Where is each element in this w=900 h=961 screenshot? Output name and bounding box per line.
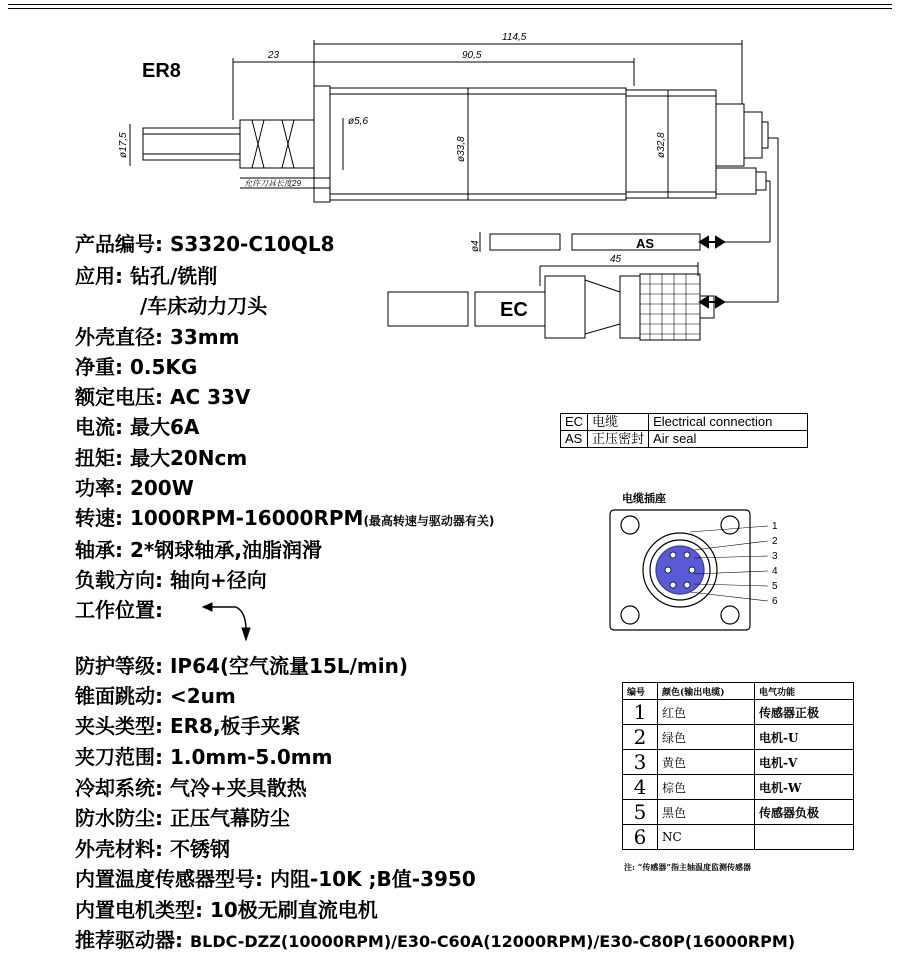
spec-label: 扭矩:	[75, 446, 123, 470]
spec-row	[75, 686, 236, 706]
pin-no: 2	[623, 725, 658, 750]
legend-en: Air seal	[649, 431, 808, 448]
pin-row	[623, 825, 854, 850]
spec-label: 外壳材料:	[75, 837, 163, 861]
pin-color: NC	[658, 825, 755, 850]
legend-cn: 电缆	[588, 414, 649, 431]
spec-value: BLDC-DZZ(10000RPM)/E30-C60A(12000RPM)/E30-C80P(16000RPM)	[189, 932, 796, 951]
pin-row	[623, 775, 854, 800]
pin-color: 红色	[658, 700, 755, 725]
spec-label: 工作位置:	[75, 598, 163, 622]
pin-number-label: 2	[772, 536, 778, 547]
dim-rear-dia: ø32,8	[656, 132, 667, 158]
spec-row	[75, 387, 250, 407]
pin-table	[622, 682, 854, 850]
pin-no: 4	[623, 775, 658, 800]
spec-value: 正压气幕防尘	[169, 806, 290, 830]
spec-label: 夹头类型:	[75, 714, 163, 738]
dim-body: 90,5	[462, 50, 482, 61]
spec-value: 最大20Ncm	[129, 446, 248, 470]
spec-label: 内置温度传感器型号:	[75, 867, 263, 891]
spec-value: 1.0mm-5.0mm	[169, 745, 333, 769]
pin-no: 3	[623, 750, 658, 775]
legend-cn: 正压密封	[588, 431, 649, 448]
pin-no: 1	[623, 700, 658, 725]
pin-func: 传感器正极	[755, 700, 854, 725]
spec-label: 推荐驱动器:	[75, 928, 183, 952]
spec-row	[75, 600, 163, 620]
spec-value: 不锈钢	[169, 837, 230, 861]
pin-color: 棕色	[658, 775, 755, 800]
rear-housing	[626, 90, 716, 198]
dim-total: 114,5	[502, 32, 527, 43]
spec-label: 防水防尘:	[75, 806, 163, 830]
dim-tool-note: 允许刀具长度29	[244, 179, 301, 188]
as-hose-left	[490, 234, 560, 250]
spec-value: 200W	[129, 476, 194, 500]
ec-label: EC	[500, 299, 528, 321]
spec-row	[75, 570, 267, 590]
ec-cable-left	[388, 292, 468, 326]
dim-collet: 23	[268, 50, 280, 61]
model-label: ER8	[142, 60, 181, 82]
spec-row	[75, 930, 795, 950]
spec-value: 10极无刷直流电机	[209, 898, 378, 922]
spec-row	[75, 869, 476, 889]
spec-value: IP64(空气流量15L/min)	[169, 654, 408, 678]
pin-footnote: 注: “传感器”指主轴温度监测传感器	[624, 862, 751, 872]
spec-row	[75, 747, 333, 767]
spec-row	[75, 900, 378, 920]
pin-no: 5	[623, 800, 658, 825]
legend-code: AS	[561, 431, 588, 448]
spec-row	[75, 508, 494, 528]
pin-func: 电机-U	[755, 725, 854, 750]
spec-row	[75, 778, 307, 798]
spec-label: 冷却系统:	[75, 776, 163, 800]
spec-label: 电流:	[75, 415, 123, 439]
socket-diagram	[610, 510, 750, 630]
pin-row	[623, 750, 854, 775]
pin-number-label: 1	[772, 521, 778, 532]
pin-no: 6	[623, 825, 658, 850]
spindle-body	[330, 88, 626, 200]
legend-code: EC	[561, 414, 588, 431]
pin-func	[755, 825, 854, 850]
spec-row	[75, 656, 408, 676]
legend-row	[561, 431, 808, 448]
pin-func: 电机-V	[755, 750, 854, 775]
spec-label: 转速:	[75, 506, 123, 530]
spec-value: /车床动力刀头	[140, 294, 268, 318]
as-label: AS	[636, 236, 655, 251]
dim-connector-length: 45	[610, 254, 622, 265]
spec-value: S3320-C10QL8	[169, 232, 335, 256]
front-flange	[314, 86, 330, 202]
spec-value: <2um	[169, 684, 236, 708]
pin-row	[623, 800, 854, 825]
spec-row	[75, 357, 197, 377]
spec-row	[75, 327, 239, 347]
pin-color: 黑色	[658, 800, 755, 825]
pin-func: 电机-W	[755, 775, 854, 800]
spec-label: 应用:	[75, 264, 123, 288]
spec-row	[75, 448, 247, 468]
spec-value: ER8,板手夹紧	[169, 714, 301, 738]
spec-row	[75, 234, 335, 254]
spec-label: 产品编号:	[75, 232, 163, 256]
spec-row	[75, 839, 230, 859]
tool-shank	[143, 128, 240, 160]
spec-label: 夹刀范围:	[75, 745, 163, 769]
spec-value: 气冷+夹具散热	[169, 776, 307, 800]
spec-value: 内阻-10K ;B值-3950	[269, 867, 476, 891]
legend-en: Electrical connection	[649, 414, 808, 431]
pin-number-label: 5	[772, 581, 778, 592]
spec-label: 内置电机类型:	[75, 898, 203, 922]
spec-label: 净重:	[75, 355, 123, 379]
dim-shank: ø17,5	[118, 132, 129, 158]
spec-row	[75, 716, 301, 736]
spec-value: 0.5KG	[129, 355, 198, 379]
abbrev-legend	[560, 413, 808, 448]
spec-row	[75, 417, 199, 437]
pin-row	[623, 725, 854, 750]
spec-row	[75, 808, 290, 828]
dim-body-dia: ø33,8	[456, 136, 467, 162]
spec-label: 负载方向:	[75, 568, 163, 592]
connector-title: 电缆插座	[622, 492, 666, 505]
spec-value: 轴向+径向	[169, 568, 267, 592]
spec-label: 功率:	[75, 476, 123, 500]
spec-row	[75, 266, 217, 286]
pin-number-label: 4	[772, 566, 778, 577]
pin-func: 传感器负极	[755, 800, 854, 825]
spec-value: AC 33V	[169, 385, 251, 409]
pin-number-label: 6	[772, 596, 778, 607]
collet-nut	[240, 120, 314, 168]
pin-table-header: 编号	[623, 683, 658, 700]
spec-label: 防护等级:	[75, 654, 163, 678]
spec-row	[75, 478, 194, 498]
spec-row	[75, 540, 322, 560]
spec-label: 轴承:	[75, 538, 123, 562]
pin-table-header: 颜色(输出电缆)	[658, 683, 755, 700]
spec-value: 1000RPM-16000RPM	[129, 506, 364, 530]
dim-collet-dia: ø5,6	[348, 116, 369, 127]
spec-note: (最高转速与驱动器有关)	[363, 514, 495, 528]
legend-row	[561, 414, 808, 431]
pin-color: 绿色	[658, 725, 755, 750]
pin-row	[623, 700, 854, 725]
spec-value: 33mm	[169, 325, 240, 349]
pin-table-header: 电气功能	[755, 683, 854, 700]
spec-row	[140, 296, 267, 316]
pin-number-label: 3	[772, 551, 778, 562]
dim-hose-dia: ø4	[470, 240, 481, 252]
spec-label: 额定电压:	[75, 385, 163, 409]
spec-label: 锥面跳动:	[75, 684, 163, 708]
pin-color: 黄色	[658, 750, 755, 775]
spec-value: 2*钢球轴承,油脂润滑	[129, 538, 322, 562]
spec-value: 钻孔/铣削	[129, 264, 218, 288]
spec-value: 最大6A	[129, 415, 200, 439]
spec-label: 外壳直径:	[75, 325, 163, 349]
